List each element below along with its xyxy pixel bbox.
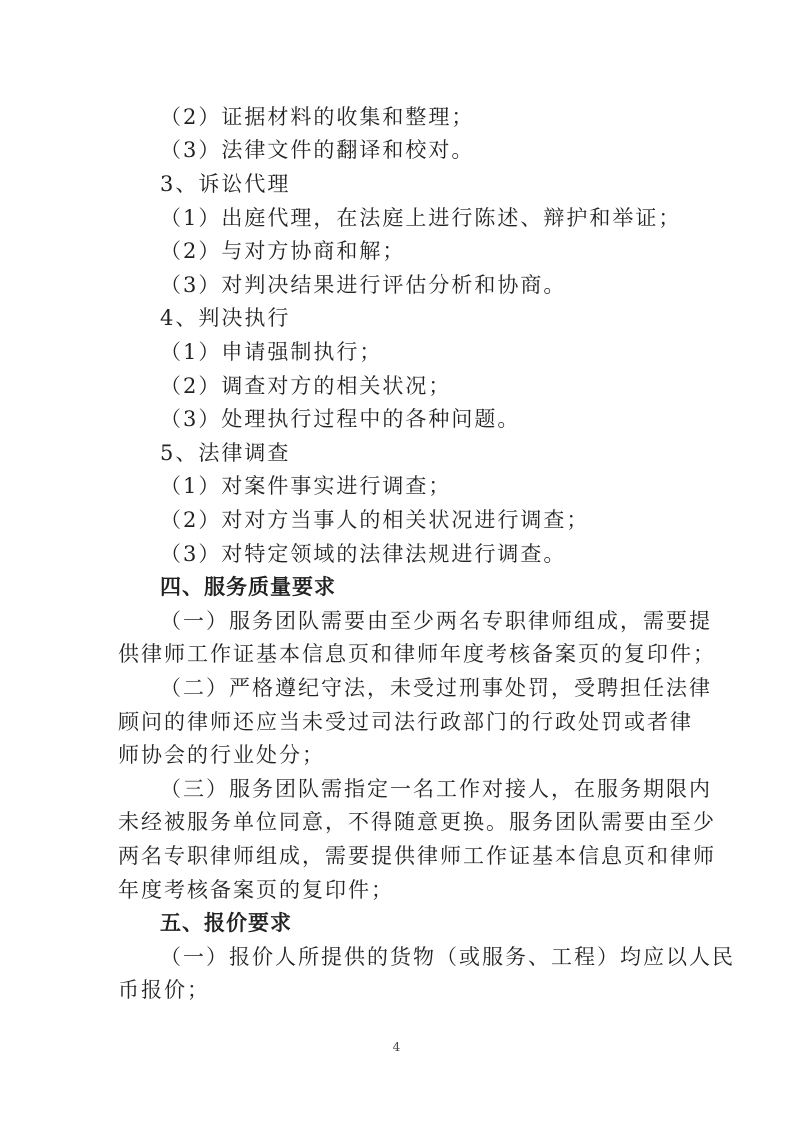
text-line: （3）处理执行过程中的各种问题。 <box>160 407 521 431</box>
text-line: （2）与对方协商和解； <box>160 239 406 263</box>
text-line: （二）严格遵纪守法，未受过刑事处罚，受聘担任法律 <box>160 676 712 700</box>
text-line: 4、判决执行 <box>160 306 291 330</box>
text-line: （2）调查对方的相关状况； <box>160 374 452 398</box>
text-line: （3）对判决结果进行评估分析和协商。 <box>160 273 567 297</box>
page-number: 4 <box>392 1040 401 1054</box>
text-line: （2）对对方当事人的相关状况进行调查； <box>160 508 590 532</box>
text-line: 币报价； <box>118 978 210 1002</box>
text-line: （2）证据材料的收集和整理； <box>160 105 475 129</box>
text-line: （3）对特定领域的法律法规进行调查。 <box>160 542 567 566</box>
text-line: 未经被服务单位同意，不得随意更换。服务团队需要由至少 <box>118 810 716 834</box>
text-line: （一）报价人所提供的货物（或服务、工程）均应以人民 <box>160 945 735 969</box>
text-line: 年度考核备案页的复印件； <box>118 878 394 902</box>
text-line: （3）法律文件的翻译和校对。 <box>160 138 475 162</box>
text-line: （1）申请强制执行； <box>160 340 383 364</box>
text-line: 3、诉讼代理 <box>160 172 291 196</box>
section-heading: 五、报价要求 <box>160 911 292 935</box>
text-line: （一）服务团队需要由至少两名专职律师组成，需要提 <box>160 609 712 633</box>
text-line: （三）服务团队需指定一名工作对接人，在服务期限内 <box>160 777 712 801</box>
text-line: 师协会的行业处分； <box>118 743 325 767</box>
text-line: （1）出庭代理，在法庭上进行陈述、辩护和举证； <box>160 206 682 230</box>
section-heading: 四、服务质量要求 <box>160 575 336 599</box>
text-line: （1）对案件事实进行调查； <box>160 474 452 498</box>
text-line: 顾问的律师还应当未受过司法行政部门的行政处罚或者律 <box>118 710 693 734</box>
text-line: 两名专职律师组成，需要提供律师工作证基本信息页和律师 <box>118 844 716 868</box>
text-line: 供律师工作证基本信息页和律师年度考核备案页的复印件； <box>118 642 716 666</box>
text-line: 5、法律调查 <box>160 441 291 465</box>
